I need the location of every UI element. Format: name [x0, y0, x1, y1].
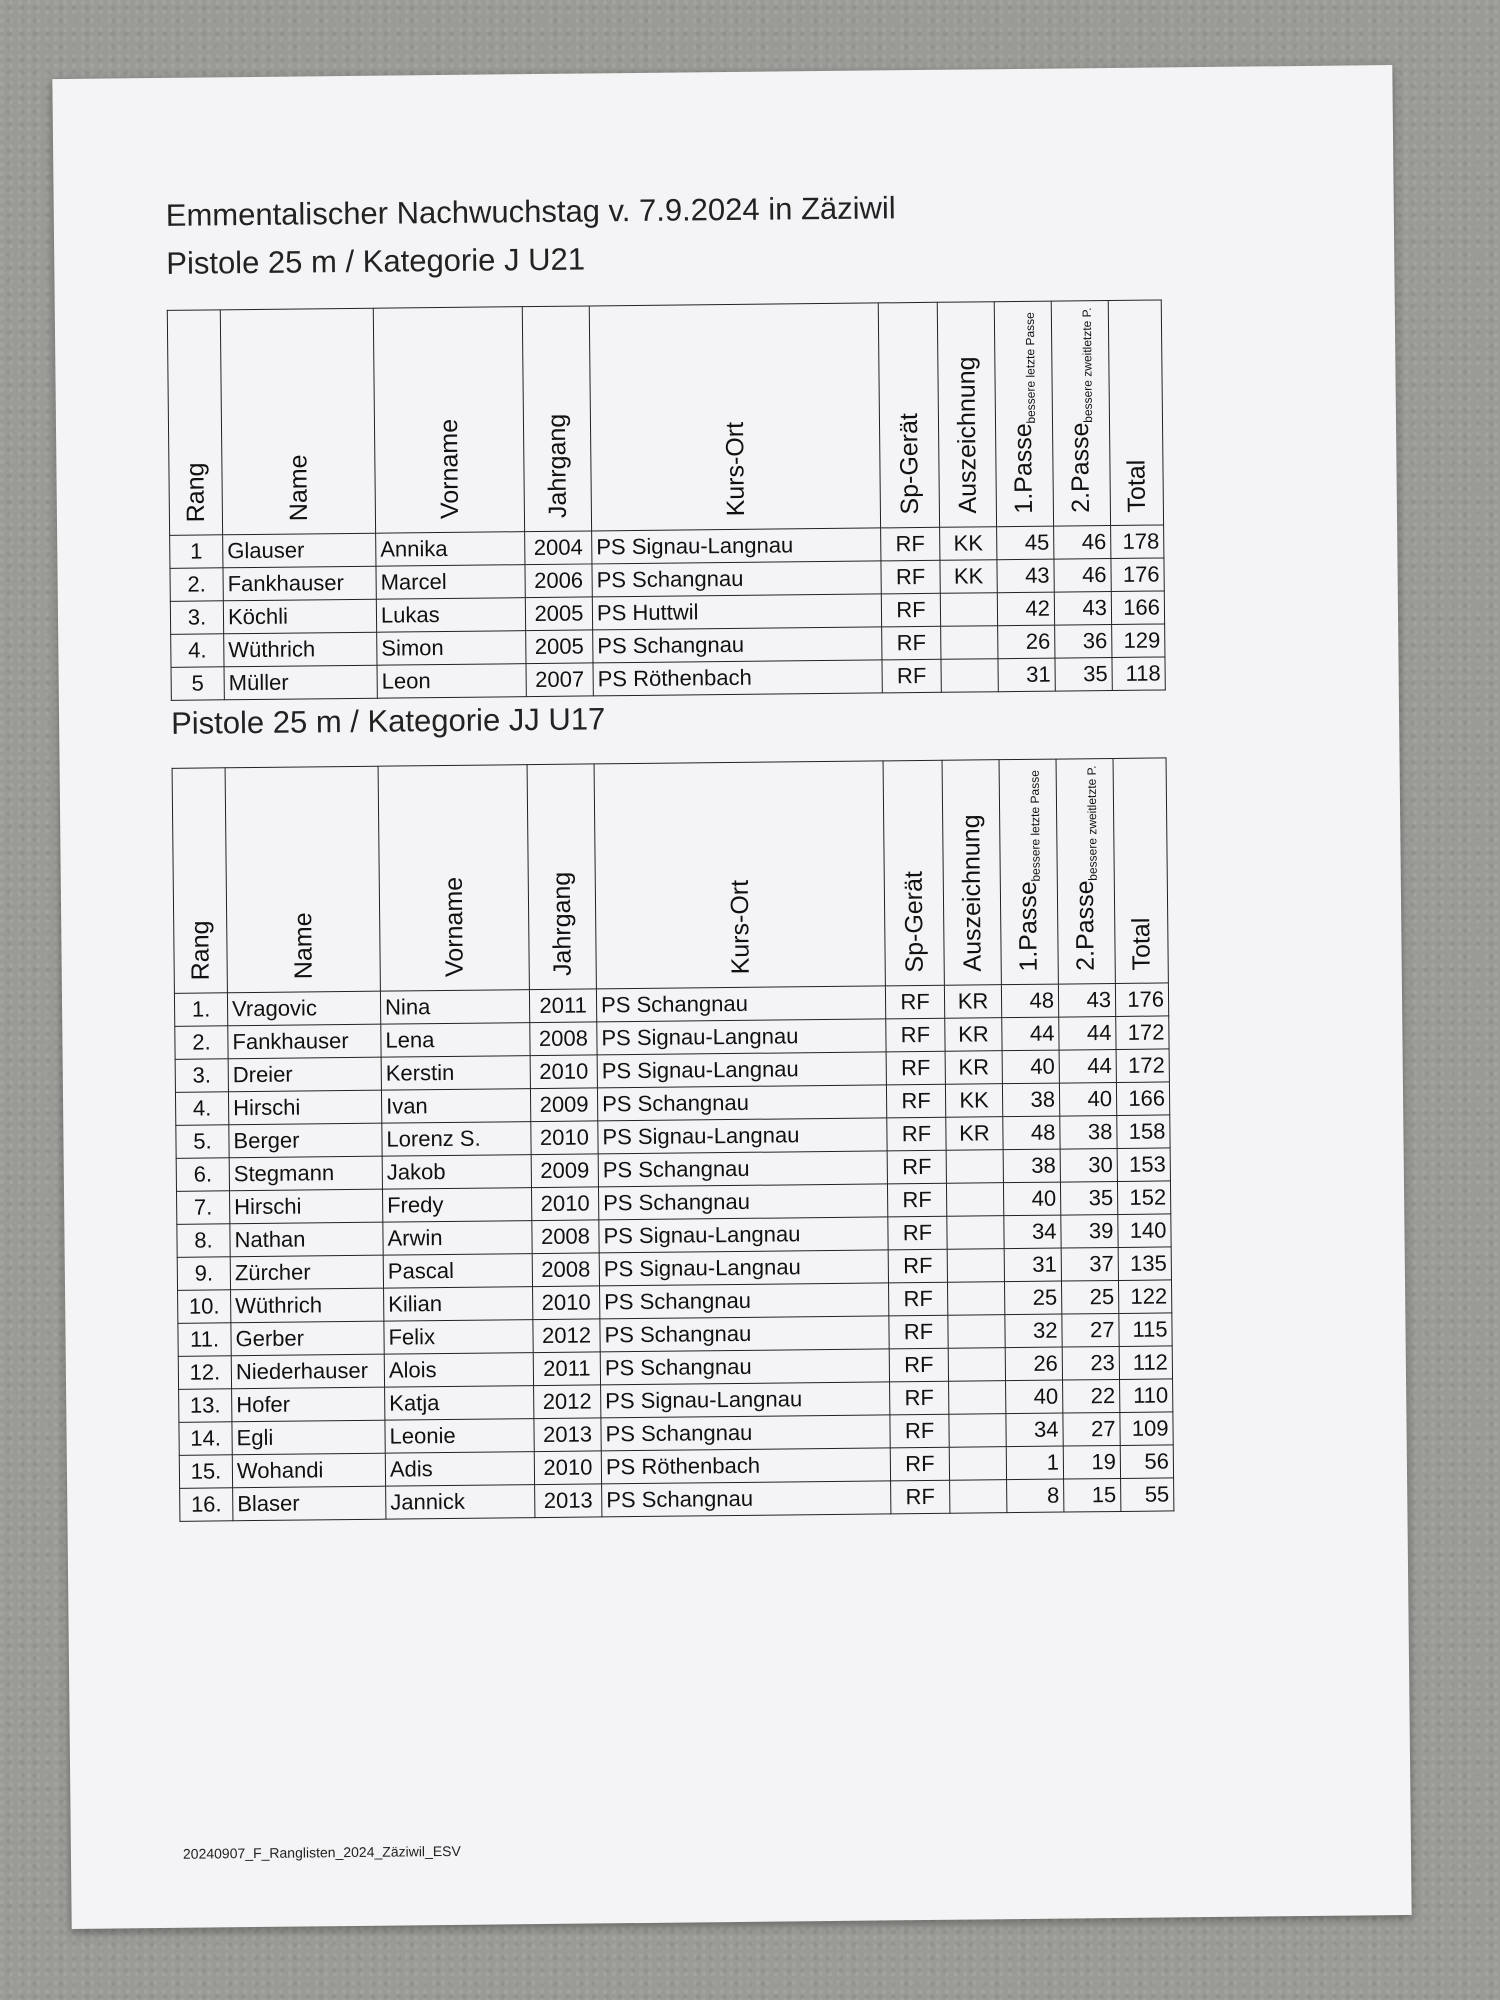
cell-rang: 5 [171, 666, 224, 700]
cell-passe1: 40 [1003, 1182, 1060, 1216]
cell-jahrgang: 2012 [533, 1318, 600, 1352]
table-header [167, 300, 1163, 535]
cell-name: Wüthrich [224, 632, 377, 667]
cell-sp-geraet: RF [888, 1249, 947, 1283]
cell-name: Fankhauser [223, 566, 376, 601]
cell-sp-geraet: RF [890, 1447, 949, 1481]
cell-auszeichnung [946, 1149, 1003, 1183]
cell-jahrgang: 2007 [526, 662, 593, 696]
cell-sp-geraet: RF [886, 1018, 945, 1052]
cell-rang: 11. [178, 1322, 231, 1356]
header-sp-geraet: Sp-Gerät [899, 871, 929, 973]
cell-auszeichnung [948, 1314, 1005, 1348]
cell-name: Gerber [231, 1321, 384, 1356]
cell-kurs-ort: PS Schangnau [601, 1414, 890, 1450]
cell-name: Glauser [223, 533, 376, 568]
cell-sp-geraet: RF [887, 1183, 946, 1217]
cell-sp-geraet: RF [891, 1480, 950, 1514]
cell-jahrgang: 2011 [529, 988, 596, 1022]
cell-kurs-ort: PS Signau-Langnau [601, 1381, 890, 1417]
cell-sp-geraet: RF [890, 1381, 949, 1415]
cell-total: 56 [1120, 1444, 1173, 1478]
cell-sp-geraet: RF [885, 985, 944, 1019]
cell-rang: 9. [177, 1256, 230, 1290]
cell-rang: 5. [176, 1124, 229, 1158]
cell-jahrgang: 2010 [533, 1285, 600, 1319]
cell-auszeichnung [949, 1413, 1006, 1447]
cell-total: 158 [1117, 1114, 1170, 1148]
cell-passe2: 40 [1059, 1082, 1116, 1116]
cell-rang: 10. [178, 1289, 231, 1323]
cell-auszeichnung [947, 1215, 1004, 1249]
cell-name: Egli [232, 1420, 385, 1455]
cell-kurs-ort: PS Huttwil [592, 593, 881, 629]
cell-name: Dreier [228, 1057, 381, 1092]
cell-passe2: 27 [1062, 1313, 1119, 1347]
cell-passe2: 44 [1059, 1016, 1116, 1050]
cell-total: 176 [1111, 557, 1164, 591]
cell-passe2: 19 [1063, 1445, 1120, 1479]
cell-kurs-ort: PS Schangnau [597, 1084, 886, 1120]
cell-jahrgang: 2009 [531, 1153, 598, 1187]
cell-kurs-ort: PS Schangnau [598, 1183, 887, 1219]
header-vorname: Vorname [439, 877, 469, 978]
results-table-u17 [172, 757, 1175, 1521]
cell-jahrgang: 2006 [525, 563, 592, 597]
cell-passe1: 38 [1003, 1149, 1060, 1183]
cell-passe1: 26 [998, 625, 1055, 659]
cell-vorname: Lorenz S. [382, 1121, 531, 1156]
header-sp-geraet: Sp-Gerät [894, 413, 924, 515]
cell-name: Wüthrich [231, 1288, 384, 1323]
cell-sp-geraet: RF [890, 1414, 949, 1448]
cell-total: 153 [1117, 1147, 1170, 1181]
document-title: Emmentalischer Nachwuchstag v. 7.9.2024 in Zäziwil [165, 190, 896, 233]
cell-vorname: Simon [377, 630, 526, 665]
cell-vorname: Felix [384, 1319, 533, 1354]
section-title-u21: Pistole 25 m / Kategorie J U21 [166, 241, 586, 281]
cell-vorname: Kilian [384, 1286, 533, 1321]
cell-sp-geraet: RF [882, 626, 941, 660]
cell-rang: 16. [180, 1487, 233, 1521]
footer-filename: 20240907_F_Ranglisten_2024_Zäziwil_ESV [182, 1842, 461, 1862]
cell-rang: 13. [179, 1388, 232, 1422]
cell-passe1: 31 [998, 658, 1055, 692]
cell-name: Berger [229, 1123, 382, 1158]
cell-jahrgang: 2005 [525, 596, 592, 630]
cell-sp-geraet: RF [881, 593, 940, 627]
cell-passe2: 44 [1059, 1049, 1116, 1083]
cell-sp-geraet: RF [888, 1282, 947, 1316]
cell-name: Hirschi [229, 1189, 382, 1224]
cell-passe2: 35 [1055, 657, 1112, 691]
cell-auszeichnung: KR [945, 1050, 1002, 1084]
cell-passe1: 48 [1003, 1116, 1060, 1150]
cell-jahrgang: 2010 [531, 1186, 598, 1220]
cell-rang: 14. [179, 1421, 232, 1455]
section-title-u17: Pistole 25 m / Kategorie JJ U17 [170, 701, 606, 741]
cell-rang: 4. [171, 633, 224, 667]
cell-vorname: Ivan [381, 1088, 530, 1123]
header-rang: Rang [185, 920, 215, 981]
cell-vorname: Jannick [386, 1484, 535, 1519]
cell-passe2: 43 [1054, 591, 1111, 625]
cell-vorname: Leon [377, 663, 526, 698]
cell-vorname: Nina [380, 989, 529, 1024]
cell-passe2: 22 [1063, 1379, 1120, 1413]
cell-vorname: Katja [385, 1385, 534, 1420]
cell-sp-geraet: RF [888, 1216, 947, 1250]
cell-auszeichnung [947, 1248, 1004, 1282]
cell-kurs-ort: PS Schangnau [602, 1480, 891, 1516]
cell-name: Nathan [230, 1222, 383, 1257]
header-vorname: Vorname [434, 419, 464, 520]
cell-passe1: 38 [1002, 1083, 1059, 1117]
cell-jahrgang: 2008 [530, 1021, 597, 1055]
cell-sp-geraet: RF [889, 1348, 948, 1382]
cell-kurs-ort: PS Schangnau [593, 626, 882, 662]
table-header [172, 758, 1168, 993]
cell-vorname: Leonie [385, 1418, 534, 1453]
cell-rang: 7. [176, 1190, 229, 1224]
header-total: Total [1121, 459, 1151, 513]
cell-passe2: 46 [1054, 558, 1111, 592]
cell-sp-geraet: RF [886, 1084, 945, 1118]
cell-rang: 3. [170, 600, 223, 634]
cell-auszeichnung [940, 592, 997, 626]
cell-auszeichnung: KK [940, 559, 997, 593]
cell-total: 135 [1118, 1246, 1171, 1280]
cell-passe2: 43 [1058, 983, 1115, 1017]
cell-kurs-ort: PS Röthenbach [601, 1447, 890, 1483]
cell-kurs-ort: PS Signau-Langnau [592, 527, 881, 563]
cell-vorname: Jakob [382, 1154, 531, 1189]
cell-passe1: 32 [1005, 1314, 1062, 1348]
cell-sp-geraet: RF [882, 659, 941, 693]
header-passe2: 2.Passe bessere zweitletzte P. [1065, 307, 1095, 513]
header-jahrgang: Jahrgang [542, 413, 572, 519]
cell-rang: 6. [176, 1157, 229, 1191]
cell-vorname: Adis [385, 1451, 534, 1486]
header-name: Name [283, 454, 313, 522]
cell-vorname: Alois [384, 1352, 533, 1387]
cell-passe1: 31 [1004, 1248, 1061, 1282]
cell-total: 109 [1120, 1411, 1173, 1445]
cell-passe1: 34 [1006, 1413, 1063, 1447]
cell-jahrgang: 2004 [525, 530, 592, 564]
cell-passe1: 34 [1004, 1215, 1061, 1249]
cell-auszeichnung [946, 1182, 1003, 1216]
header-rang: Rang [180, 462, 210, 523]
cell-sp-geraet: RF [887, 1117, 946, 1151]
cell-total: 152 [1117, 1180, 1170, 1214]
cell-total: 110 [1120, 1378, 1173, 1412]
header-auszeichnung: Auszeichnung [951, 356, 982, 515]
cell-total: 55 [1121, 1477, 1174, 1511]
cell-passe2: 25 [1061, 1280, 1118, 1314]
cell-sp-geraet: RF [881, 527, 940, 561]
cell-total: 166 [1116, 1081, 1169, 1115]
cell-total: 166 [1111, 590, 1164, 624]
cell-vorname: Annika [376, 531, 525, 566]
cell-jahrgang: 2013 [535, 1483, 602, 1517]
cell-sp-geraet: RF [889, 1315, 948, 1349]
cell-rang: 2. [170, 567, 223, 601]
cell-jahrgang: 2008 [532, 1219, 599, 1253]
cell-passe2: 39 [1061, 1214, 1118, 1248]
header-name: Name [288, 912, 318, 980]
cell-name: Stegmann [229, 1156, 382, 1191]
cell-name: Vragovic [227, 991, 380, 1026]
cell-sp-geraet: RF [881, 560, 940, 594]
cell-passe1: 40 [1006, 1380, 1063, 1414]
paper-sheet [52, 65, 1411, 1929]
cell-jahrgang: 2010 [534, 1450, 601, 1484]
cell-name: Zürcher [230, 1255, 383, 1290]
cell-name: Müller [224, 665, 377, 700]
cell-total: 122 [1118, 1279, 1171, 1313]
cell-jahrgang: 2005 [526, 629, 593, 663]
cell-passe1: 45 [997, 526, 1054, 560]
cell-passe1: 8 [1007, 1479, 1064, 1513]
cell-rang: 12. [178, 1355, 231, 1389]
cell-name: Wohandi [232, 1453, 385, 1488]
cell-sp-geraet: RF [887, 1150, 946, 1184]
cell-auszeichnung: KR [946, 1116, 1003, 1150]
cell-kurs-ort: PS Schangnau [598, 1150, 887, 1186]
results-table-u21 [167, 299, 1166, 700]
cell-passe2: 30 [1060, 1148, 1117, 1182]
cell-kurs-ort: PS Signau-Langnau [599, 1216, 888, 1252]
cell-passe1: 43 [997, 559, 1054, 593]
cell-auszeichnung [941, 658, 998, 692]
cell-name: Niederhauser [231, 1354, 384, 1389]
cell-passe1: 26 [1005, 1347, 1062, 1381]
cell-auszeichnung [950, 1479, 1007, 1513]
cell-name: Hofer [232, 1387, 385, 1422]
cell-total: 140 [1118, 1213, 1171, 1247]
cell-total: 178 [1111, 524, 1164, 558]
cell-passe1: 48 [1001, 984, 1058, 1018]
cell-total: 172 [1116, 1048, 1169, 1082]
cell-vorname: Arwin [383, 1220, 532, 1255]
cell-auszeichnung: KK [940, 526, 997, 560]
cell-kurs-ort: PS Schangnau [600, 1348, 889, 1384]
cell-rang: 2. [175, 1025, 228, 1059]
cell-auszeichnung [948, 1347, 1005, 1381]
cell-kurs-ort: PS Schangnau [600, 1282, 889, 1318]
cell-auszeichnung: KR [945, 1017, 1002, 1051]
cell-auszeichnung [947, 1281, 1004, 1315]
cell-auszeichnung [941, 625, 998, 659]
cell-rang: 3. [175, 1058, 228, 1092]
header-kurs-ort: Kurs-Ort [725, 879, 755, 975]
cell-total: 176 [1115, 982, 1168, 1016]
cell-total: 172 [1116, 1015, 1169, 1049]
cell-jahrgang: 2011 [533, 1351, 600, 1385]
cell-total: 115 [1119, 1312, 1172, 1346]
cell-rang: 8. [177, 1223, 230, 1257]
cell-passe1: 1 [1006, 1446, 1063, 1480]
cell-passe1: 25 [1004, 1281, 1061, 1315]
cell-vorname: Lukas [376, 597, 525, 632]
cell-passe2: 36 [1055, 624, 1112, 658]
cell-total: 129 [1112, 623, 1165, 657]
cell-jahrgang: 2010 [530, 1054, 597, 1088]
cell-jahrgang: 2009 [530, 1087, 597, 1121]
cell-passe1: 42 [997, 592, 1054, 626]
cell-passe2: 37 [1061, 1247, 1118, 1281]
header-total: Total [1126, 917, 1156, 971]
cell-rang: 1. [174, 992, 227, 1026]
cell-kurs-ort: PS Schangnau [600, 1315, 889, 1351]
cell-rang: 4. [175, 1091, 228, 1125]
header-kurs-ort: Kurs-Ort [720, 421, 750, 517]
cell-passe1: 40 [1002, 1050, 1059, 1084]
cell-rang: 15. [179, 1454, 232, 1488]
cell-passe2: 23 [1062, 1346, 1119, 1380]
cell-kurs-ort: PS Schangnau [596, 985, 885, 1021]
cell-vorname: Lena [381, 1022, 530, 1057]
cell-name: Hirschi [228, 1090, 381, 1125]
cell-vorname: Pascal [383, 1253, 532, 1288]
cell-vorname: Kerstin [381, 1055, 530, 1090]
cell-auszeichnung: KK [945, 1083, 1002, 1117]
cell-name: Blaser [233, 1486, 386, 1521]
header-passe1: 1.Passe bessere letzte Passe [1008, 311, 1038, 514]
header-jahrgang: Jahrgang [547, 871, 577, 977]
header-passe1: 1.Passe bessere letzte Passe [1013, 769, 1043, 972]
cell-rang: 1 [170, 534, 223, 568]
cell-jahrgang: 2013 [534, 1417, 601, 1451]
header-auszeichnung: Auszeichnung [956, 814, 987, 973]
cell-jahrgang: 2010 [531, 1120, 598, 1154]
cell-kurs-ort: PS Schangnau [592, 560, 881, 596]
cell-kurs-ort: PS Signau-Langnau [597, 1018, 886, 1054]
cell-total: 112 [1119, 1345, 1172, 1379]
cell-jahrgang: 2008 [532, 1252, 599, 1286]
cell-passe2: 35 [1060, 1181, 1117, 1215]
cell-total: 118 [1112, 656, 1165, 690]
cell-kurs-ort: PS Signau-Langnau [599, 1249, 888, 1285]
cell-auszeichnung [949, 1446, 1006, 1480]
cell-passe1: 44 [1002, 1017, 1059, 1051]
cell-vorname: Fredy [382, 1187, 531, 1222]
cell-passe2: 15 [1064, 1478, 1121, 1512]
cell-kurs-ort: PS Röthenbach [593, 659, 882, 695]
cell-auszeichnung: KR [944, 984, 1001, 1018]
cell-jahrgang: 2012 [534, 1384, 601, 1418]
cell-passe2: 27 [1063, 1412, 1120, 1446]
cell-kurs-ort: PS Signau-Langnau [598, 1117, 887, 1153]
cell-sp-geraet: RF [886, 1051, 945, 1085]
cell-passe2: 38 [1060, 1115, 1117, 1149]
cell-name: Köchli [223, 599, 376, 634]
header-passe2: 2.Passe bessere zweitletzte P. [1070, 765, 1100, 971]
cell-passe2: 46 [1054, 525, 1111, 559]
cell-kurs-ort: PS Signau-Langnau [597, 1051, 886, 1087]
cell-auszeichnung [949, 1380, 1006, 1414]
cell-name: Fankhauser [228, 1024, 381, 1059]
cell-vorname: Marcel [376, 564, 525, 599]
